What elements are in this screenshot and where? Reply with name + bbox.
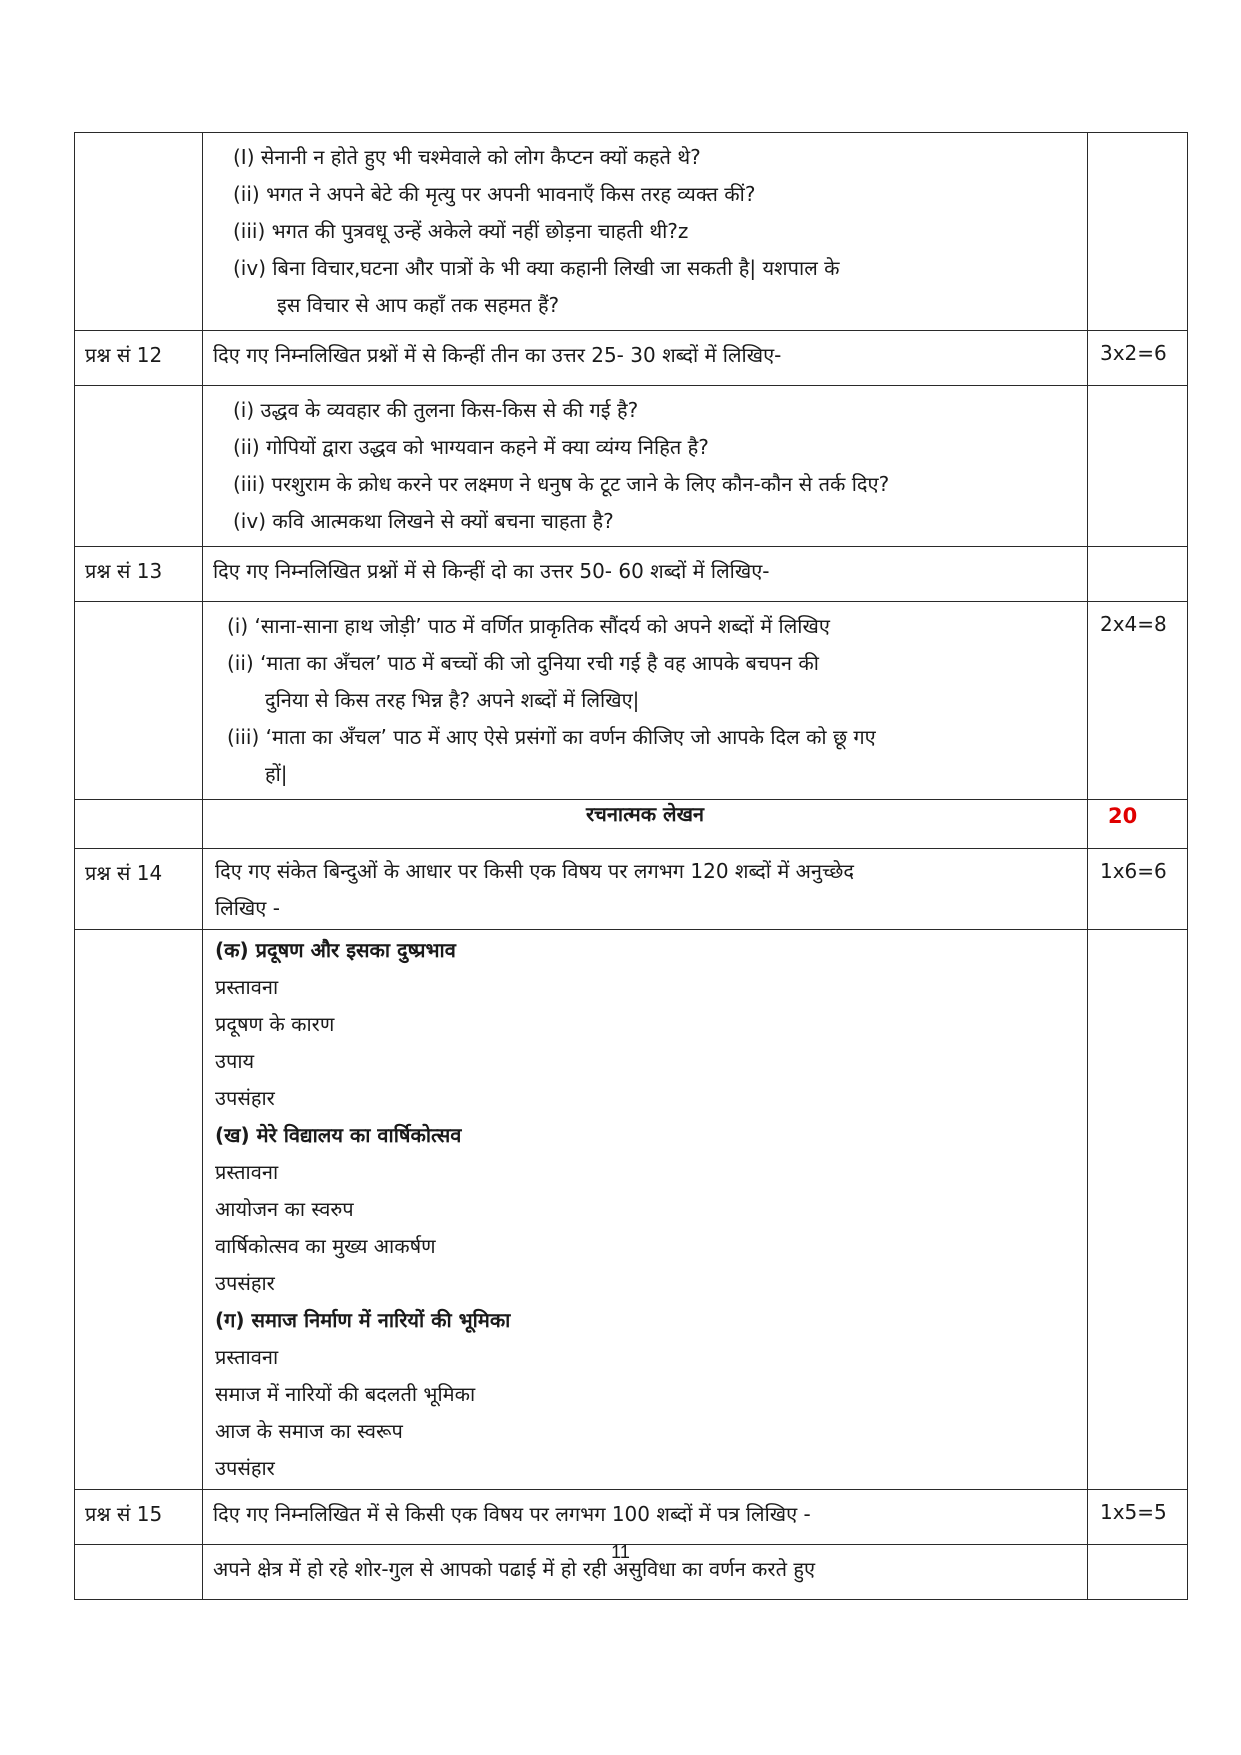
question-instruction: दिए गए निम्नलिखित में से किसी एक विषय पर लगभग 100 शब्दों में पत्र लिखिए - [203,1490,1088,1545]
question-instruction: दिए गए संकेत बिन्दुओं के आधार पर किसी एक विषय पर लगभग 120 शब्दों में अनुच्छेद [215,859,855,883]
topic-title: (ख) मेरे विद्यालय का वार्षिकोत्सव [215,1123,462,1147]
topic-point: समाज में नारियों की बदलती भूमिका [215,1382,476,1406]
marks-value: 3x2=6 [1088,331,1188,386]
question-item: (iv) कवि आत्मकथा लिखने से क्यों बचना चाहता है? [233,509,614,533]
question-item: (iii) भगत की पुत्रवधू उन्हें अकेले क्यों नहीं छोड़ना चाहती थी?z [233,219,689,243]
question-instruction: लिखिए - [215,896,280,920]
section-row [75,800,1188,849]
question-item: (ii) गोपियों द्वारा उद्धव को भाग्यवान कहने में क्या व्यंग्य निहित है? [233,435,709,459]
topic-point: उपसंहार [215,1456,275,1480]
question-item-continuation: दुनिया से किस तरह भिन्न है? अपने शब्दों में लिखिए| [265,688,640,712]
topic-point: प्रस्तावना [215,1345,279,1369]
topic-point: आज के समाज का स्वरूप [215,1419,403,1443]
question-item: (i) उद्धव के व्यवहार की तुलना किस-किस से की गई है? [233,398,639,422]
question-instruction: दिए गए निम्नलिखित प्रश्नों में से किन्हीं दो का उत्तर 50- 60 शब्दों में लिखिए- [203,547,1088,602]
q13-items-cell [203,602,1088,800]
topic-point: प्रदूषण के कारण [215,1012,335,1036]
letter-topic: अपने क्षेत्र में हो रहे शोर-गुल से आपको पढाई में हो रही असुविधा का वर्णन करते हुए [203,1545,1088,1600]
question-instruction: दिए गए निम्नलिखित प्रश्नों में से किन्हीं तीन का उत्तर 25- 30 शब्दों में लिखिए- [203,331,1088,386]
continued-questions-cell [203,133,1088,331]
page-number: 11 [611,1542,630,1562]
q14-row [75,849,1188,930]
question-item: (ii) ‘माता का अँचल’ पाठ में बच्चों की जो दुनिया रची गई है वह आपके बचपन की [227,651,819,675]
question-number: प्रश्न सं 13 [75,547,203,602]
question-item: (iii) ‘माता का अँचल’ पाठ में आए ऐसे प्रसंगों का वर्णन कीजिए जो आपके दिल को छू गए [227,725,876,749]
question-item: (I) सेनानी न होते हुए भी चश्मेवाले को लोग कैप्टन क्यों कहते थे? [233,145,701,169]
question-number: प्रश्न सं 15 [75,1490,203,1545]
topic-point: प्रस्तावना [215,1160,279,1184]
topic-title: (ग) समाज निर्माण में नारियों की भूमिका [215,1308,511,1332]
q13-items-row [75,602,1188,800]
section-title: रचनात्मक लेखन [203,800,1088,849]
q12-row [75,331,1188,386]
q12-items-row [75,386,1188,547]
marks-value: 2x4=8 [1088,602,1188,800]
q15-row [75,1490,1188,1545]
topic-point: उपसंहार [215,1086,275,1110]
q13-row [75,547,1188,602]
topic-point: वार्षिकोत्सव का मुख्य आकर्षण [215,1234,436,1258]
section-marks: 20 [1088,800,1188,849]
continued-questions-row [75,133,1188,331]
question-item-continuation: हों| [265,762,288,786]
question-item: (ii) भगत ने अपने बेटे की मृत्यु पर अपनी भावनाएँ किस तरह व्यक्त कीं? [233,182,756,206]
question-item: (i) ‘साना-साना हाथ जोड़ी’ पाठ में वर्णित प्राकृतिक सौंदर्य को अपने शब्दों में लिखिए [227,614,830,638]
question-item: (iv) बिना विचार,घटना और पात्रों के भी क्या कहानी लिखी जा सकती है| यशपाल के [233,256,840,280]
q14-topics-cell [203,930,1088,1490]
marks-value: 1x6=6 [1088,849,1188,930]
question-item: (iii) परशुराम के क्रोध करने पर लक्ष्मण ने धनुष के टूट जाने के लिए कौन-कौन से तर्क दिए? [233,472,890,496]
marks-cell-empty [1088,133,1188,331]
topic-point: उपाय [215,1049,255,1073]
qno-cell-empty [75,133,203,331]
question-table [74,132,1188,1600]
marks-value: 1x5=5 [1088,1490,1188,1545]
q12-items-cell [203,386,1088,547]
question-number: प्रश्न सं 14 [75,849,203,930]
topic-point: आयोजन का स्वरुप [215,1197,354,1221]
question-number: प्रश्न सं 12 [75,331,203,386]
topic-title: (क) प्रदूषण और इसका दुष्प्रभाव [215,938,456,962]
q14-topics-row [75,930,1188,1490]
topic-point: प्रस्तावना [215,975,279,999]
question-instruction-cell [203,849,1088,930]
topic-point: उपसंहार [215,1271,275,1295]
question-item-continuation: इस विचार से आप कहाँ तक सहमत हैं? [277,293,560,317]
